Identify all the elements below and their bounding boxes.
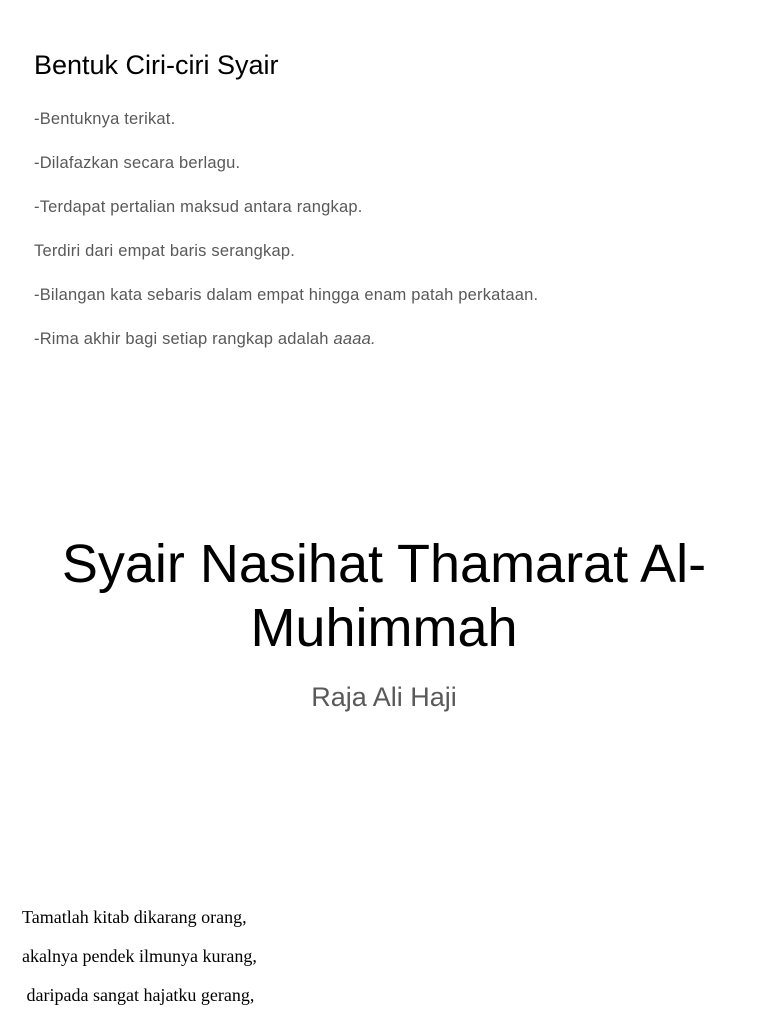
characteristics-list (34, 108, 538, 372)
poem-line: daripada sangat hajatku gerang, (22, 985, 255, 1005)
list-item-text: -Dilafazkan secara berlagu. (34, 154, 241, 172)
list-item (34, 284, 538, 306)
list-item (34, 108, 538, 130)
list-item-text: -Rima akhir bagi setiap rangkap adalah (34, 330, 334, 348)
list-item-text: -Bilangan kata sebaris dalam empat hingga enam patah perkataan. (34, 286, 539, 304)
slide-ciri-ciri-syair (0, 0, 768, 380)
poem-line: Tamatlah kitab dikarang orang, (22, 907, 247, 927)
list-item (34, 152, 538, 174)
presentation-title: Syair Nasihat Thamarat Al-Muhimmah (61, 534, 707, 658)
author-subtitle: Raja Ali Haji (311, 682, 457, 712)
list-item-text: -Bentuknya terikat. (34, 110, 176, 128)
list-item (34, 240, 538, 262)
poem-lines (22, 904, 257, 1021)
list-item (34, 328, 538, 350)
list-item (34, 196, 538, 218)
poem-line: akalnya pendek ilmunya kurang, (22, 946, 257, 966)
list-item-text: Terdiri dari empat baris serangkap. (34, 242, 296, 260)
slide-poem (0, 890, 768, 1024)
slide-title-syair-nasihat (0, 520, 768, 740)
list-item-emphasis: aaaa. (333, 330, 376, 348)
list-item-text: -Terdapat pertalian maksud antara rangkap. (34, 198, 363, 216)
slide-title: Bentuk Ciri-ciri Syair (34, 50, 279, 80)
